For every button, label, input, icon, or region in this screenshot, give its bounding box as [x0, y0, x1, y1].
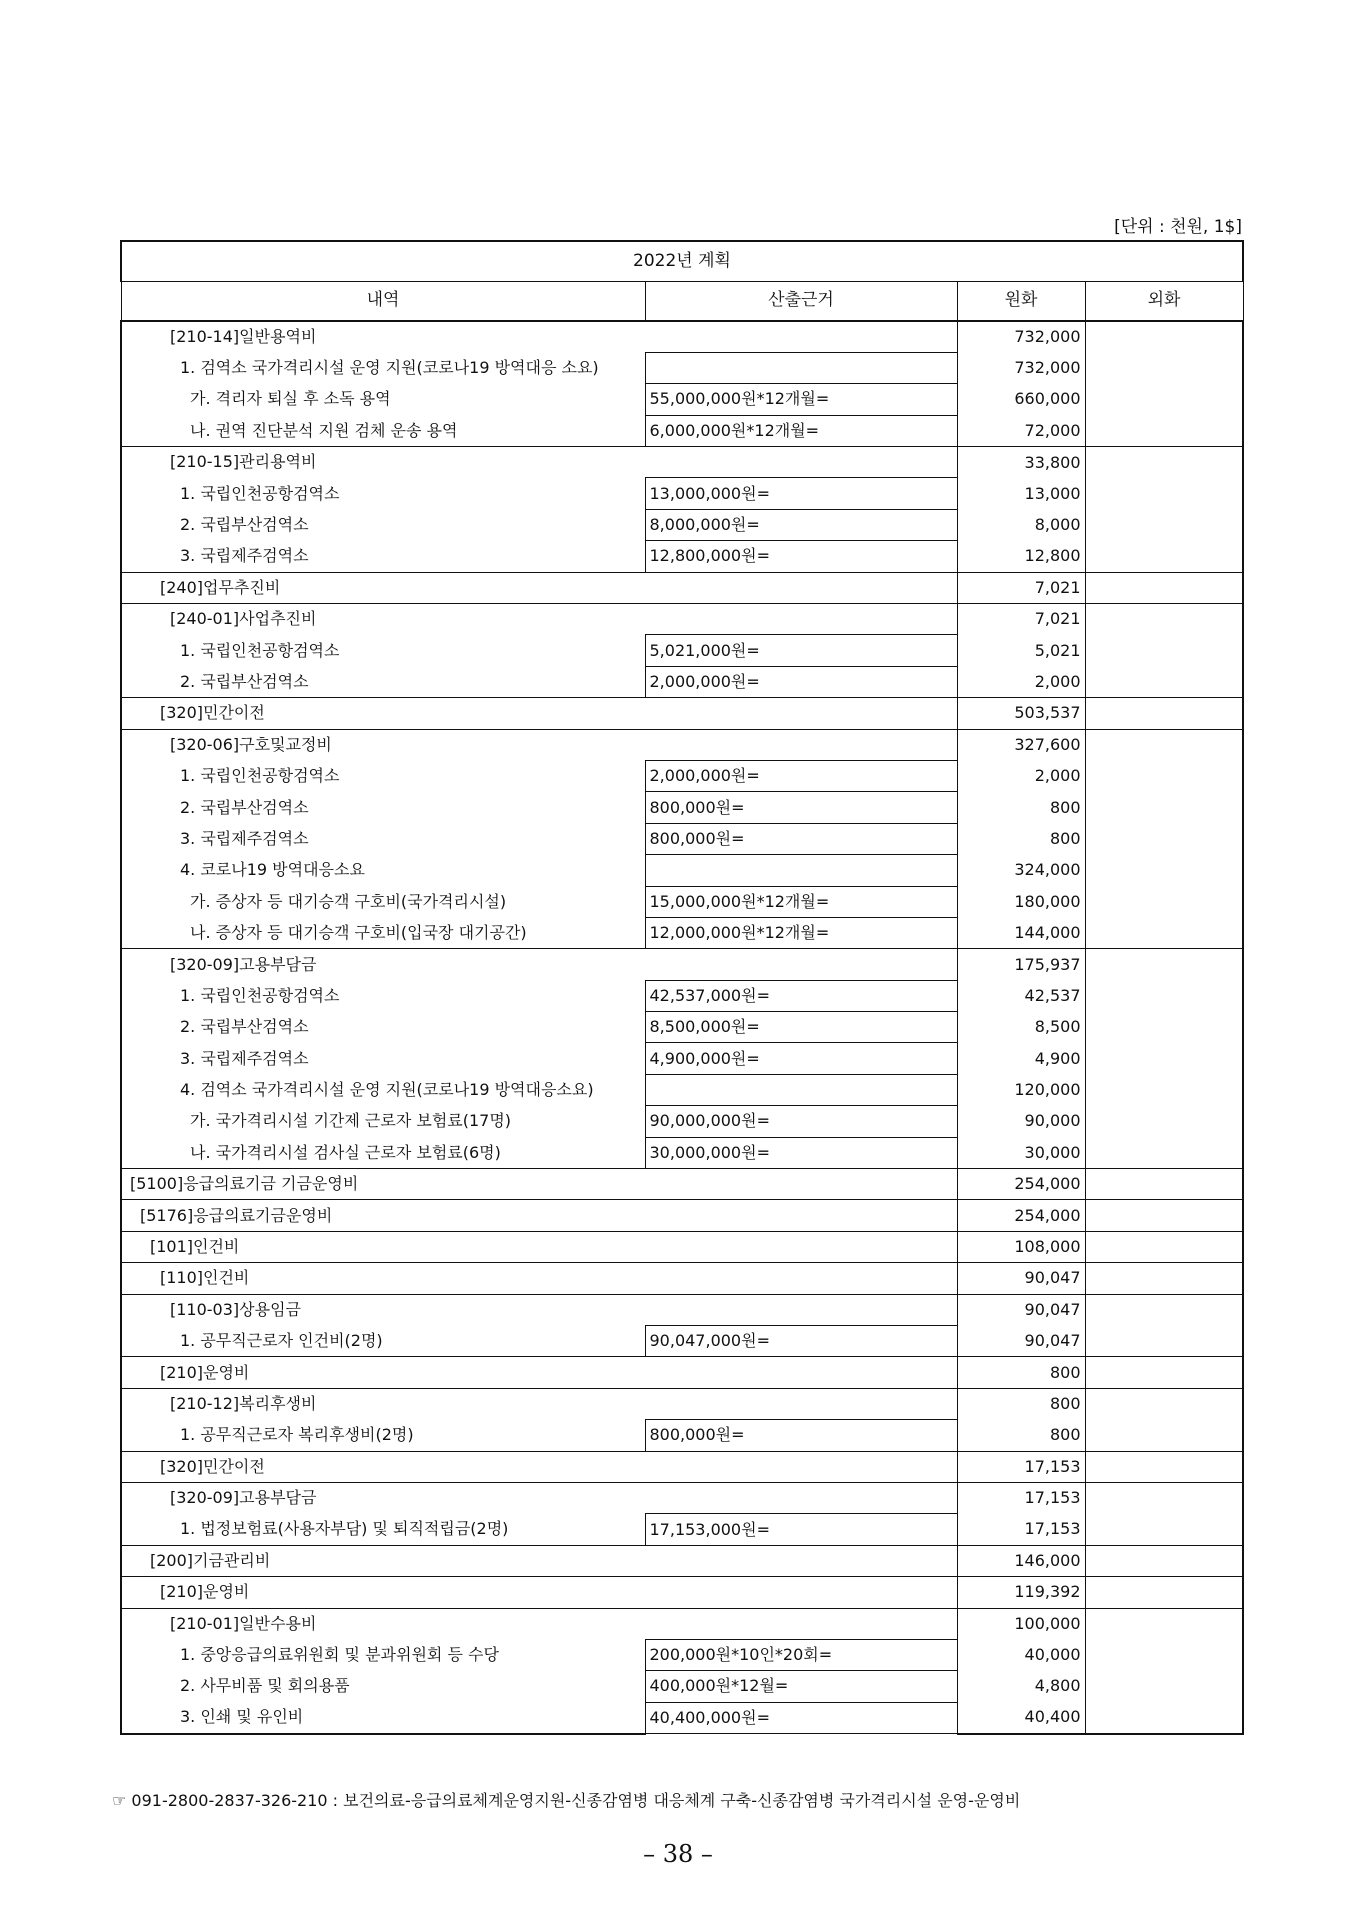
- row-won: 8,500: [957, 1012, 1085, 1043]
- row-won: 2,000: [957, 666, 1085, 697]
- row-item: [5100]응급의료기금 기금운영비: [121, 1169, 957, 1200]
- row-basis: 2,000,000원=: [645, 760, 957, 791]
- table-row: [121, 1074, 1243, 1105]
- row-won: 7,021: [957, 572, 1085, 603]
- table-row: [121, 1608, 1243, 1639]
- row-won: 17,153: [957, 1482, 1085, 1513]
- row-item: 1. 중앙응급의료위원회 및 분과위원회 등 수당: [121, 1639, 645, 1670]
- row-foreign: [1085, 384, 1243, 415]
- row-foreign: [1085, 1169, 1243, 1200]
- row-item: 4. 코로나19 방역대응소요: [121, 855, 645, 886]
- row-foreign: [1085, 980, 1243, 1011]
- row-won: 119,392: [957, 1577, 1085, 1608]
- row-item: [5176]응급의료기금운영비: [121, 1200, 957, 1231]
- row-foreign: [1085, 760, 1243, 791]
- row-basis: 4,900,000원=: [645, 1043, 957, 1074]
- row-item: 4. 검역소 국가격리시설 운영 지원(코로나19 방역대응소요): [121, 1074, 645, 1105]
- row-basis: 800,000원=: [645, 823, 957, 854]
- table-row: [121, 1702, 1243, 1733]
- row-item: [200]기금관리비: [121, 1545, 957, 1576]
- row-won: 90,047: [957, 1326, 1085, 1357]
- header-basis: 산출근거: [645, 281, 957, 321]
- row-won: 90,047: [957, 1263, 1085, 1294]
- row-item: [210-15]관리용역비: [121, 447, 957, 478]
- row-won: 120,000: [957, 1074, 1085, 1105]
- row-foreign: [1085, 1420, 1243, 1451]
- table-row: [121, 1326, 1243, 1357]
- row-foreign: [1085, 1577, 1243, 1608]
- row-won: 2,000: [957, 760, 1085, 791]
- table-row: [121, 572, 1243, 603]
- row-foreign: [1085, 572, 1243, 603]
- row-item: 1. 국립인천공항검역소: [121, 635, 645, 666]
- row-basis: 400,000원*12월=: [645, 1671, 957, 1702]
- row-basis: 200,000원*10인*20회=: [645, 1639, 957, 1670]
- row-basis: 42,537,000원=: [645, 980, 957, 1011]
- row-item: [240-01]사업추진비: [121, 604, 957, 635]
- row-foreign: [1085, 729, 1243, 760]
- row-basis: 17,153,000원=: [645, 1514, 957, 1545]
- row-foreign: [1085, 1702, 1243, 1733]
- row-won: 12,800: [957, 541, 1085, 572]
- row-won: 108,000: [957, 1231, 1085, 1262]
- table-row: [121, 949, 1243, 980]
- table-row: [121, 698, 1243, 729]
- row-item: 나. 국가격리시설 검사실 근로자 보험료(6명): [121, 1137, 645, 1168]
- table-row: [121, 415, 1243, 446]
- row-item: [101]인건비: [121, 1231, 957, 1262]
- row-won: 7,021: [957, 604, 1085, 635]
- row-won: 327,600: [957, 729, 1085, 760]
- row-foreign: [1085, 1012, 1243, 1043]
- row-won: 30,000: [957, 1137, 1085, 1168]
- row-basis: 6,000,000원*12개월=: [645, 415, 957, 446]
- row-item: 2. 국립부산검역소: [121, 792, 645, 823]
- row-item: 2. 국립부산검역소: [121, 666, 645, 697]
- row-item: 가. 격리자 퇴실 후 소독 용역: [121, 384, 645, 415]
- row-foreign: [1085, 1231, 1243, 1262]
- row-basis: 12,000,000원*12개월=: [645, 917, 957, 948]
- row-item: 2. 사무비품 및 회의용품: [121, 1671, 645, 1702]
- row-basis: 90,047,000원=: [645, 1326, 957, 1357]
- row-won: 90,000: [957, 1106, 1085, 1137]
- row-won: 33,800: [957, 447, 1085, 478]
- row-won: 800: [957, 792, 1085, 823]
- row-item: 1. 법정보험료(사용자부담) 및 퇴직적립금(2명): [121, 1514, 645, 1545]
- row-won: 732,000: [957, 352, 1085, 383]
- row-item: [320-09]고용부담금: [121, 949, 957, 980]
- row-basis: 5,021,000원=: [645, 635, 957, 666]
- table-row: [121, 917, 1243, 948]
- row-won: 17,153: [957, 1514, 1085, 1545]
- table-row: [121, 447, 1243, 478]
- row-foreign: [1085, 1482, 1243, 1513]
- row-won: 40,400: [957, 1702, 1085, 1733]
- row-foreign: [1085, 541, 1243, 572]
- row-item: [210]운영비: [121, 1577, 957, 1608]
- row-item: 1. 검역소 국가격리시설 운영 지원(코로나19 방역대응 소요): [121, 352, 645, 383]
- row-won: 144,000: [957, 917, 1085, 948]
- row-foreign: [1085, 1451, 1243, 1482]
- table-row: [121, 1671, 1243, 1702]
- row-item: [210-14]일반용역비: [121, 321, 957, 352]
- row-item: [320-06]구호및교정비: [121, 729, 957, 760]
- row-foreign: [1085, 1388, 1243, 1419]
- row-item: 1. 국립인천공항검역소: [121, 980, 645, 1011]
- row-item: [110-03]상용임금: [121, 1294, 957, 1325]
- row-foreign: [1085, 604, 1243, 635]
- row-foreign: [1085, 855, 1243, 886]
- row-won: 800: [957, 1388, 1085, 1419]
- table-body: [121, 321, 1243, 1734]
- row-basis: 90,000,000원=: [645, 1106, 957, 1137]
- table-row: [121, 509, 1243, 540]
- row-foreign: [1085, 1043, 1243, 1074]
- header-foreign: 외화: [1085, 281, 1243, 321]
- row-foreign: [1085, 698, 1243, 729]
- row-won: 8,000: [957, 509, 1085, 540]
- row-won: 40,000: [957, 1639, 1085, 1670]
- row-won: 4,900: [957, 1043, 1085, 1074]
- table-row: [121, 352, 1243, 383]
- row-foreign: [1085, 1545, 1243, 1576]
- row-foreign: [1085, 1357, 1243, 1388]
- row-item: 1. 공무직근로자 인건비(2명): [121, 1326, 645, 1357]
- table-row: [121, 1514, 1243, 1545]
- row-basis: 40,400,000원=: [645, 1702, 957, 1733]
- table-row: [121, 1012, 1243, 1043]
- table-row: [121, 1357, 1243, 1388]
- row-foreign: [1085, 509, 1243, 540]
- row-item: [210-12]복리후생비: [121, 1388, 957, 1419]
- row-won: 660,000: [957, 384, 1085, 415]
- row-basis: 55,000,000원*12개월=: [645, 384, 957, 415]
- row-foreign: [1085, 823, 1243, 854]
- table-row: [121, 666, 1243, 697]
- row-won: 100,000: [957, 1608, 1085, 1639]
- row-won: 72,000: [957, 415, 1085, 446]
- table-row: [121, 1106, 1243, 1137]
- row-item: 2. 국립부산검역소: [121, 1012, 645, 1043]
- row-basis: 12,800,000원=: [645, 541, 957, 572]
- table-row: [121, 384, 1243, 415]
- row-basis: 2,000,000원=: [645, 666, 957, 697]
- table-row: [121, 478, 1243, 509]
- table-row: [121, 1137, 1243, 1168]
- row-won: 17,153: [957, 1451, 1085, 1482]
- row-item: 1. 국립인천공항검역소: [121, 478, 645, 509]
- header-won: 원화: [957, 281, 1085, 321]
- table-row: [121, 1482, 1243, 1513]
- row-foreign: [1085, 1137, 1243, 1168]
- row-won: 732,000: [957, 321, 1085, 352]
- table-row: [121, 635, 1243, 666]
- table-title: 2022년 계획: [121, 241, 1243, 281]
- table-row: [121, 855, 1243, 886]
- row-won: 13,000: [957, 478, 1085, 509]
- table-row: [121, 1231, 1243, 1262]
- row-foreign: [1085, 917, 1243, 948]
- row-item: 2. 국립부산검역소: [121, 509, 645, 540]
- row-foreign: [1085, 792, 1243, 823]
- table-row: [121, 541, 1243, 572]
- table-row: [121, 1577, 1243, 1608]
- table-row: [121, 823, 1243, 854]
- row-item: 1. 공무직근로자 복리후생비(2명): [121, 1420, 645, 1451]
- table-row: [121, 1420, 1243, 1451]
- row-won: 800: [957, 1357, 1085, 1388]
- table-row: [121, 729, 1243, 760]
- table-row: [121, 1451, 1243, 1482]
- row-item: [320]민간이전: [121, 698, 957, 729]
- table-row: [121, 1545, 1243, 1576]
- row-item: 3. 국립제주검역소: [121, 1043, 645, 1074]
- row-item: [210-01]일반수용비: [121, 1608, 957, 1639]
- row-item: 가. 국가격리시설 기간제 근로자 보험료(17명): [121, 1106, 645, 1137]
- row-item: [210]운영비: [121, 1357, 957, 1388]
- row-basis: 30,000,000원=: [645, 1137, 957, 1168]
- table-row: [121, 1200, 1243, 1231]
- row-foreign: [1085, 1074, 1243, 1105]
- row-item: 3. 국립제주검역소: [121, 823, 645, 854]
- row-basis: 13,000,000원=: [645, 478, 957, 509]
- row-basis: [645, 352, 957, 383]
- row-foreign: [1085, 1200, 1243, 1231]
- table-row: [121, 1294, 1243, 1325]
- row-won: 90,047: [957, 1294, 1085, 1325]
- row-foreign: [1085, 1263, 1243, 1294]
- row-item: [240]업무추진비: [121, 572, 957, 603]
- row-basis: 8,500,000원=: [645, 1012, 957, 1043]
- table-row: [121, 980, 1243, 1011]
- table-row: [121, 321, 1243, 352]
- row-foreign: [1085, 635, 1243, 666]
- table-row: [121, 1169, 1243, 1200]
- table-row: [121, 792, 1243, 823]
- row-foreign: [1085, 1106, 1243, 1137]
- row-foreign: [1085, 886, 1243, 917]
- row-basis: [645, 1074, 957, 1105]
- table-row: [121, 604, 1243, 635]
- row-won: 800: [957, 1420, 1085, 1451]
- row-item: 3. 국립제주검역소: [121, 541, 645, 572]
- row-foreign: [1085, 415, 1243, 446]
- row-item: 나. 증상자 등 대기승객 구호비(입국장 대기공간): [121, 917, 645, 948]
- table-row: [121, 886, 1243, 917]
- row-won: 254,000: [957, 1200, 1085, 1231]
- row-basis: 8,000,000원=: [645, 509, 957, 540]
- row-basis: 800,000원=: [645, 792, 957, 823]
- row-foreign: [1085, 447, 1243, 478]
- table-row: [121, 1263, 1243, 1294]
- row-won: 146,000: [957, 1545, 1085, 1576]
- row-foreign: [1085, 1326, 1243, 1357]
- row-won: 254,000: [957, 1169, 1085, 1200]
- row-foreign: [1085, 666, 1243, 697]
- unit-label: [단위 : 천원, 1$]: [1114, 217, 1242, 237]
- row-won: 503,537: [957, 698, 1085, 729]
- table-row: [121, 760, 1243, 791]
- row-foreign: [1085, 321, 1243, 352]
- row-basis: [645, 855, 957, 886]
- row-item: [320-09]고용부담금: [121, 1482, 957, 1513]
- row-item: 3. 인쇄 및 유인비: [121, 1702, 645, 1733]
- row-foreign: [1085, 478, 1243, 509]
- table-row: [121, 1639, 1243, 1670]
- row-won: 324,000: [957, 855, 1085, 886]
- row-item: [320]민간이전: [121, 1451, 957, 1482]
- row-won: 800: [957, 823, 1085, 854]
- budget-table: [120, 240, 1244, 1735]
- table-row: [121, 1388, 1243, 1419]
- row-foreign: [1085, 949, 1243, 980]
- row-won: 5,021: [957, 635, 1085, 666]
- row-basis: 15,000,000원*12개월=: [645, 886, 957, 917]
- row-item: [110]인건비: [121, 1263, 957, 1294]
- row-item: 가. 증상자 등 대기승객 구호비(국가격리시설): [121, 886, 645, 917]
- header-item: 내역: [121, 281, 645, 321]
- table-row: [121, 1043, 1243, 1074]
- row-won: 4,800: [957, 1671, 1085, 1702]
- row-item: 1. 국립인천공항검역소: [121, 760, 645, 791]
- row-won: 175,937: [957, 949, 1085, 980]
- row-foreign: [1085, 1294, 1243, 1325]
- row-won: 42,537: [957, 980, 1085, 1011]
- row-foreign: [1085, 1639, 1243, 1670]
- row-foreign: [1085, 1608, 1243, 1639]
- row-foreign: [1085, 1514, 1243, 1545]
- row-item: 나. 권역 진단분석 지원 검체 운송 용역: [121, 415, 645, 446]
- row-foreign: [1085, 1671, 1243, 1702]
- row-won: 180,000: [957, 886, 1085, 917]
- row-foreign: [1085, 352, 1243, 383]
- page-number: – 38 –: [643, 1840, 713, 1868]
- row-basis: 800,000원=: [645, 1420, 957, 1451]
- footnote: ☞ 091-2800-2837-326-210 : 보건의료-응급의료체계운영지원-신종감염병 대응체계 구축-신종감염병 국가격리시설 운영-운영비: [112, 1791, 1021, 1810]
